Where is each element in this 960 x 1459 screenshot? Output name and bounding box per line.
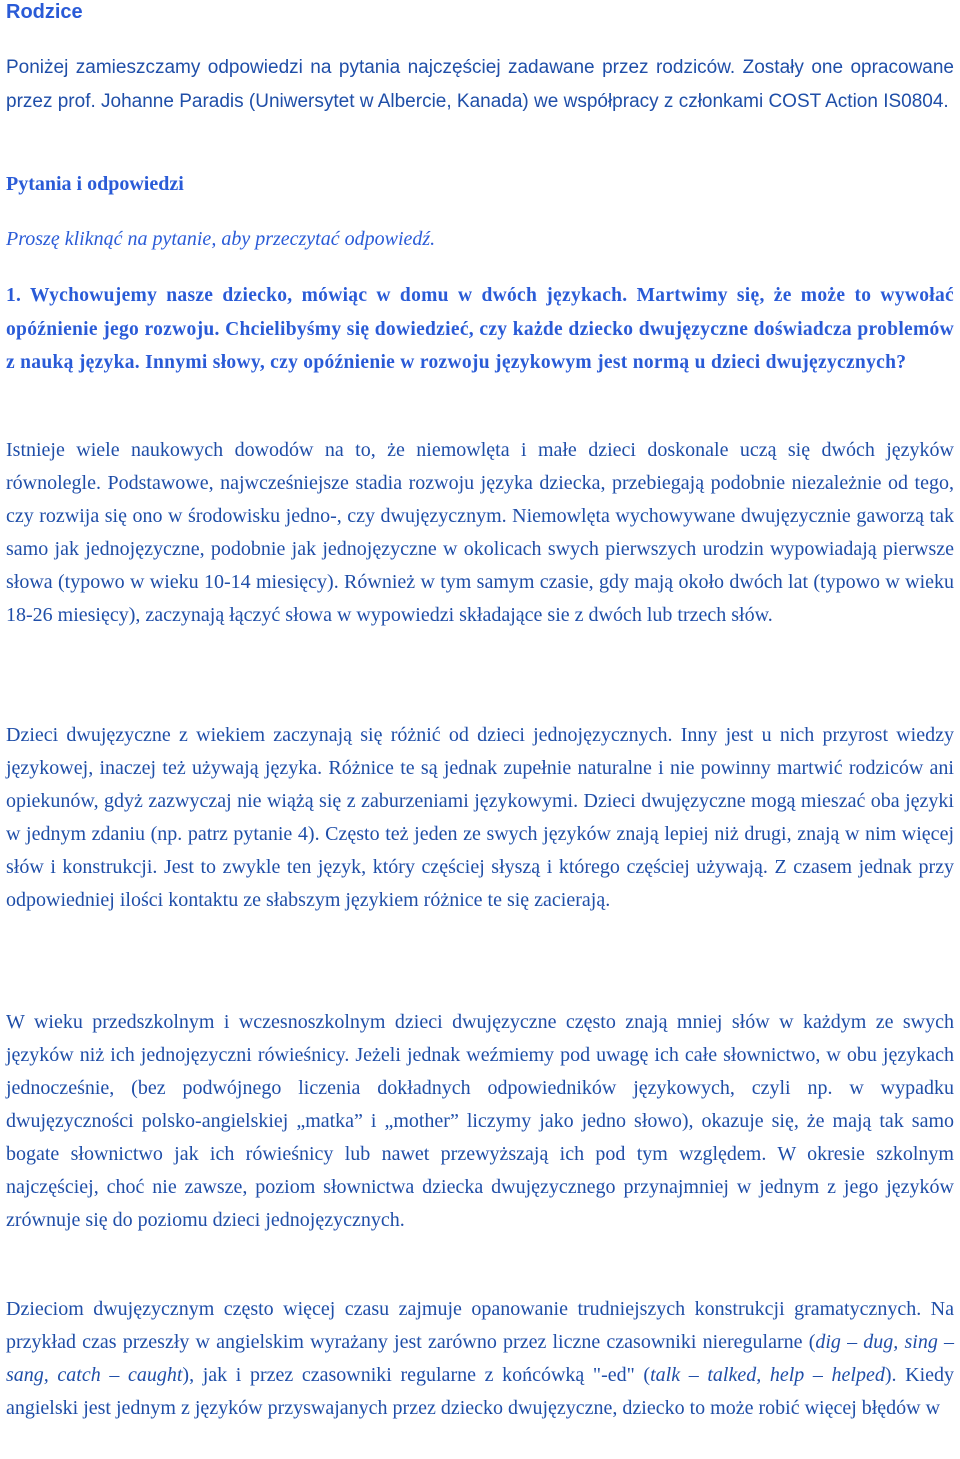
answer-paragraph-3: W wieku przedszkolnym i wczesnoszkolnym dzieci dwujęzyczne często znają mniej słów w każdym ze swych języków niż ich jednojęzyczni rówieśnicy. Jeżeli jednak weźmiemy pod uwagę ich całe słownictwo, w obu językach jednocześnie, (bez podwójnego liczenia dokładnych odpowiedników językowych, czyli np. w wypadku dwujęzyczności polsko-angielskiej „matka” i „mother” liczymy jako jedno słowo), okazuje się, że mają tak samo bogate słownictwo jak ich rówieśnicy lub nawet przewyższają ich pod tym względem. W okresie szkolnym najczęściej, choć nie zawsze, poziom słownictwa dziecka dwujęzycznego przynajmniej w jednym z jego języków zrównuje się do poziomu dzieci jednojęzycznych. xyxy=(6,1011,954,1231)
example-verbs-irregular: dig – dug, sing – sang, catch – caught xyxy=(6,1331,954,1386)
intro-paragraph: Poniżej zamieszczamy odpowiedzi na pytania najczęściej zadawane przez rodziców. Zostały one opracowane przez prof. Johanne Paradis (Uniwersytet w Albercie, Kanada) we współpracy z członkami COST Action IS0804. xyxy=(6,57,954,112)
answer-paragraph-2: Dzieci dwujęzyczne z wiekiem zaczynają się różnić od dzieci jednojęzycznych. Inny jest u nich przyrost wiedzy językowej, inaczej też używają języka. Różnice te są jednak zupełnie naturalne i nie powinny martwić rodziców ani opiekunów, gdyż zazwyczaj nie wiążą się z zaburzeniami językowymi. Dzieci dwujęzyczne mogą mieszać oba języki w jednym zdaniu (np. patrz pytanie 4). Często też jeden ze swych języków znają lepiej niż drugi, znają w nim więcej słów i konstrukcji. Jest to zwykle ten język, który częściej słyszą i którego częściej używają. Z czasem jednak przy odpowiedniej ilości kontaktu ze słabszym językiem różnice te się zacierają. xyxy=(6,724,954,911)
section-title: Pytania i odpowiedzi xyxy=(6,173,184,195)
question-link[interactable]: 1. Wychowujemy nasze dziecko, mówiąc w domu w dwóch językach. Martwimy się, że może to wywołać opóźnienie jego rozwoju. Chcielibyśmy się dowiedzieć, czy każde dziecko dwujęzyczne doświadcza problemów z nauką języka. Innymi słowy, czy opóźnienie w rozwoju językowym jest normą u dzieci dwujęzycznych? xyxy=(6,285,954,373)
answer-text-part: ), jak i przez czasowniki regularne z końcówką "-ed" ( xyxy=(182,1364,651,1386)
answer-paragraph-4 xyxy=(6,1293,954,1425)
answer-text-part: ). Kiedy angielski jest jednym z języków przyswajanych przez dziecko dwujęzyczne, dziecko to może robić więcej błędów w xyxy=(6,1364,955,1419)
answer-text-part: Dzieciom dwujęzycznym często więcej czasu zajmuje opanowanie trudniejszych konstrukcji gramatycznych. Na przykład czas przeszły w angielskim wyrażany jest zarówno przez liczne czasowniki nieregularne ( xyxy=(6,1298,954,1353)
instruction-text: Proszę kliknąć na pytanie, aby przeczytać odpowiedź. xyxy=(6,228,436,250)
page-title: Rodzice xyxy=(6,1,83,23)
answer-paragraph-1: Istnieje wiele naukowych dowodów na to, że niemowlęta i małe dzieci doskonale uczą się dwóch języków równolegle. Podstawowe, najwcześniejsze stadia rozwoju języka dziecka, przebiegają podobnie niezależnie od tego, czy rozwija się ono w środowisku jedno-, czy dwujęzycznym. Niemowlęta wychowywane dwujęzycznie gaworzą tak samo jak jednojęzyczne, podobnie jak jednojęzyczne w okolicach swych pierwszych urodzin wypowiadają pierwsze słowa (typowo w wieku 10-14 miesięcy). Również w tym samym czasie, gdy mają około dwóch lat (typowo w wieku 18-26 miesięcy), zaczynają łączyć słowa w wypowiedzi składające sie z dwóch lub trzech słów. xyxy=(6,439,954,626)
example-verbs-regular: talk – talked, help – helped xyxy=(650,1364,885,1386)
